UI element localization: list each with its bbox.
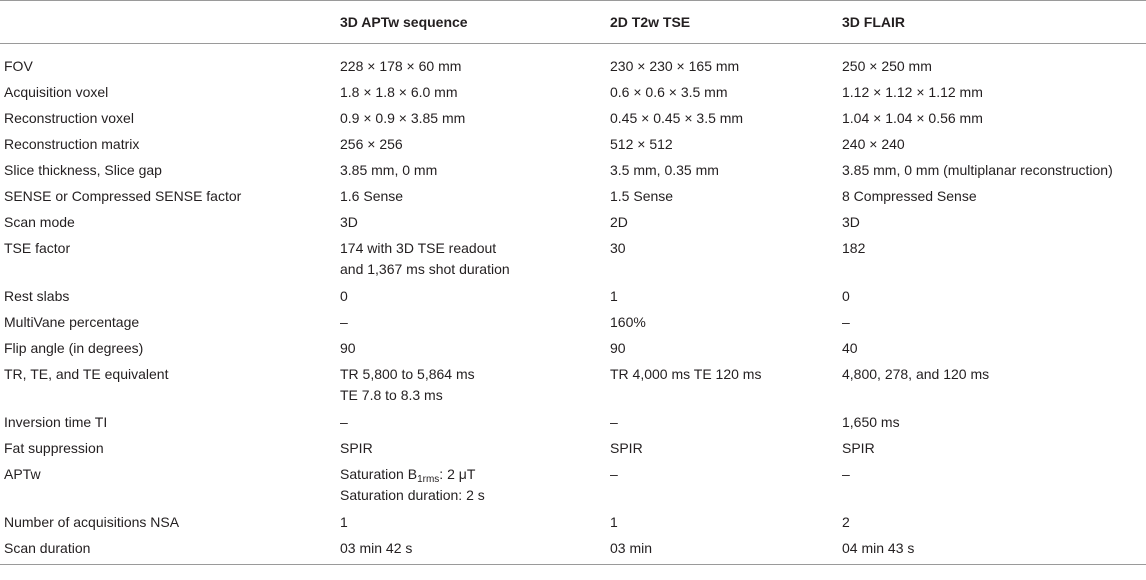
cell-apt	[336, 359, 606, 407]
table-row	[0, 103, 1146, 129]
parameter-label: Scan mode	[4, 214, 75, 230]
cell-t2	[606, 333, 838, 359]
cell-line: 0	[842, 288, 850, 304]
cell-line: 3.85 mm, 0 mm	[340, 162, 438, 178]
parameter-label: Inversion time TI	[4, 414, 108, 430]
cell-t2	[606, 155, 838, 181]
cell-line: 1.5 Sense	[610, 188, 674, 204]
cell-apt	[336, 181, 606, 207]
parameter-label: TSE factor	[4, 240, 71, 256]
cell-t2	[606, 307, 838, 333]
cell-line: 256 × 256	[340, 136, 403, 152]
cell-apt	[336, 407, 606, 433]
table-row	[0, 433, 1146, 459]
cell-t2	[606, 44, 838, 78]
header-t2w-tse: 2D T2w TSE	[606, 1, 838, 44]
cell-flair	[838, 181, 1146, 207]
cell-t2	[606, 433, 838, 459]
header-parameter	[0, 1, 336, 44]
cell-line: –	[610, 414, 618, 430]
cell-flair	[838, 44, 1146, 78]
table-row	[0, 459, 1146, 507]
cell-line: 228 × 178 × 60 mm	[340, 58, 462, 74]
cell-line: 90	[340, 340, 356, 356]
cell-apt	[336, 533, 606, 565]
parameter-label: SENSE or Compressed SENSE factor	[4, 188, 242, 204]
parameter-label: APTw	[4, 466, 41, 482]
cell-line: 1.8 × 1.8 × 6.0 mm	[340, 84, 458, 100]
cell-line: 250 × 250 mm	[842, 58, 932, 74]
cell-line: 3D	[340, 214, 358, 230]
parameter-label: Rest slabs	[4, 288, 70, 304]
cell-apt	[336, 44, 606, 78]
cell-line: 1.04 × 1.04 × 0.56 mm	[842, 110, 983, 126]
parameter-label: FOV	[4, 58, 33, 74]
table-row	[0, 507, 1146, 533]
cell-t2	[606, 77, 838, 103]
cell-line: SPIR	[842, 440, 875, 456]
cell-line: 4,800, 278, and 120 ms	[842, 366, 990, 382]
cell-flair	[838, 207, 1146, 233]
cell-flair	[838, 507, 1146, 533]
cell-apt	[336, 77, 606, 103]
cell-apt	[336, 103, 606, 129]
table-row	[0, 333, 1146, 359]
cell-line: 2	[842, 514, 850, 530]
cell-flair	[838, 155, 1146, 181]
cell-line: –	[610, 466, 618, 482]
cell-line: 1,650 ms	[842, 414, 900, 430]
cell-t2	[606, 207, 838, 233]
cell-line: 40	[842, 340, 858, 356]
cell-apt	[336, 155, 606, 181]
cell-line: 240 × 240	[842, 136, 905, 152]
parameter-label: Reconstruction matrix	[4, 136, 140, 152]
table-row	[0, 207, 1146, 233]
cell-apt	[336, 459, 606, 507]
cell-line: 1.6 Sense	[340, 188, 404, 204]
cell-line: Saturation $B_{1rms}$: 2 μT	[340, 466, 476, 485]
cell-apt	[336, 129, 606, 155]
cell-line: 0.9 × 0.9 × 3.85 mm	[340, 110, 466, 126]
cell-flair	[838, 333, 1146, 359]
cell-apt	[336, 207, 606, 233]
cell-line: 3.85 mm, 0 mm (multiplanar reconstruction)	[842, 162, 1113, 178]
parameter-label: Reconstruction voxel	[4, 110, 134, 126]
cell-flair	[838, 307, 1146, 333]
cell-line: 0	[340, 288, 348, 304]
cell-line: SPIR	[340, 440, 373, 456]
cell-apt	[336, 307, 606, 333]
cell-line: 0.6 × 0.6 × 3.5 mm	[610, 84, 728, 100]
cell-flair	[838, 359, 1146, 407]
cell-line: SPIR	[610, 440, 643, 456]
cell-line: Saturation duration: 2 s	[340, 487, 485, 503]
table-row	[0, 44, 1146, 78]
table-row	[0, 129, 1146, 155]
table-row	[0, 407, 1146, 433]
parameter-label: Fat suppression	[4, 440, 104, 456]
parameter-label: MultiVane percentage	[4, 314, 140, 330]
cell-line: TR 4,000 ms TE 120 ms	[610, 366, 762, 382]
parameter-label: Scan duration	[0, 533, 336, 565]
cell-flair	[838, 103, 1146, 129]
table-row	[0, 77, 1146, 103]
header-apt-sequence: 3D APTw sequence	[336, 1, 606, 44]
cell-apt	[336, 507, 606, 533]
cell-apt	[336, 233, 606, 281]
cell-apt	[336, 433, 606, 459]
cell-t2	[606, 407, 838, 433]
cell-flair	[838, 281, 1146, 307]
cell-flair	[838, 129, 1146, 155]
cell-line: and 1,367 ms shot duration	[340, 261, 510, 277]
cell-line: 03 min	[610, 540, 653, 556]
cell-line: 1	[340, 514, 348, 530]
cell-t2	[606, 233, 838, 281]
cell-line: TR 5,800 to 5,864 ms	[340, 366, 475, 382]
parameter-label: Flip angle (in degrees)	[4, 340, 144, 356]
cell-line: 174 with 3D TSE readout	[340, 240, 497, 256]
cell-flair	[838, 459, 1146, 507]
cell-t2	[606, 459, 838, 507]
cell-t2	[606, 359, 838, 407]
cell-t2	[606, 533, 838, 565]
cell-flair	[838, 407, 1146, 433]
cell-line: 512 × 512	[610, 136, 673, 152]
parameter-label: Acquisition voxel	[4, 84, 109, 100]
table-row	[0, 155, 1146, 181]
parameter-label: TR, TE, and TE equivalent	[4, 366, 169, 382]
cell-line: 1	[610, 514, 618, 530]
cell-line: 1	[610, 288, 618, 304]
table-row	[0, 181, 1146, 207]
cell-line: TE 7.8 to 8.3 ms	[340, 387, 443, 403]
cell-line: –	[842, 314, 850, 330]
cell-flair	[838, 533, 1146, 565]
cell-line: 04 min 43 s	[842, 540, 915, 556]
cell-flair	[838, 433, 1146, 459]
cell-line: 3D	[842, 214, 860, 230]
cell-flair	[838, 77, 1146, 103]
cell-t2	[606, 507, 838, 533]
cell-line: 0.45 × 0.45 × 3.5 mm	[610, 110, 744, 126]
cell-line: –	[340, 314, 348, 330]
cell-line: 1.12 × 1.12 × 1.12 mm	[842, 84, 983, 100]
cell-t2	[606, 129, 838, 155]
parameter-label: Number of acquisitions NSA	[4, 514, 180, 530]
cell-line: 8 Compressed Sense	[842, 188, 977, 204]
table-row	[0, 233, 1146, 281]
cell-t2	[606, 281, 838, 307]
table-row	[0, 307, 1146, 333]
header-flair: 3D FLAIR	[838, 1, 1146, 44]
cell-line: 182	[842, 240, 866, 256]
cell-t2	[606, 181, 838, 207]
cell-apt	[336, 281, 606, 307]
table-row	[0, 359, 1146, 407]
cell-line: 160%	[610, 314, 646, 330]
cell-line: 30	[610, 240, 626, 256]
cell-line: –	[340, 414, 348, 430]
cell-apt	[336, 333, 606, 359]
table-row	[0, 281, 1146, 307]
cell-line: 230 × 230 × 165 mm	[610, 58, 740, 74]
cell-flair	[838, 233, 1146, 281]
table-header-row	[0, 1, 1146, 44]
cell-line: –	[842, 466, 850, 482]
cell-line: 3.5 mm, 0.35 mm	[610, 162, 719, 178]
cell-line: 03 min 42 s	[340, 540, 413, 556]
table-row	[0, 533, 1146, 565]
cell-t2	[606, 103, 838, 129]
parameter-label: Slice thickness, Slice gap	[4, 162, 162, 178]
cell-line: 2D	[610, 214, 628, 230]
cell-line: 90	[610, 340, 626, 356]
